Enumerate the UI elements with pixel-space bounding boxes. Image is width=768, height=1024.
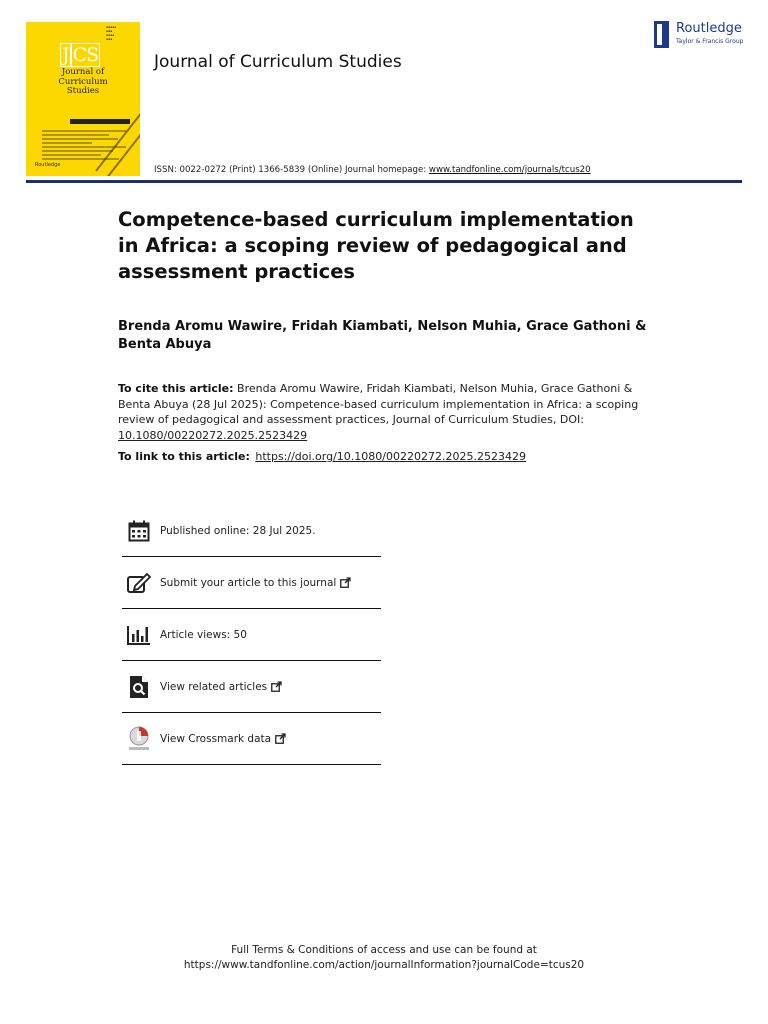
publisher-subtitle: Taylor & Francis Group — [676, 38, 744, 45]
crossmark-row[interactable] — [122, 713, 381, 765]
journal-name[interactable]: Journal of Curriculum Studies — [154, 52, 402, 72]
routledge-logo-icon — [654, 21, 669, 48]
terms-url[interactable]: https://www.tandfonline.com/action/journalInformation?journalCode=tcus20 — [183, 959, 585, 971]
terms-footer — [0, 943, 768, 973]
article-views-label: Article views: 50 — [160, 628, 247, 641]
crossmark-icon — [127, 727, 151, 751]
cover-title: Journal of Curriculum Studies — [58, 67, 108, 96]
article-info-box — [122, 506, 381, 765]
publisher-name: Routledge — [676, 21, 742, 36]
crossmark-label: View Crossmark data — [160, 732, 272, 745]
journal-homepage-link[interactable]: www.tandfonline.com/journals/tcus20 — [428, 165, 591, 175]
article-doi-url[interactable]: https://doi.org/10.1080/00220272.2025.2523429 — [255, 450, 526, 463]
submit-article-row[interactable] — [122, 557, 381, 609]
link-label: To link to this article: — [118, 450, 250, 463]
bar-chart-icon — [127, 623, 151, 647]
cover-meta-lines: ▪▪▪▪▪ ▪▪▪ ▪▪▪▪ ▪▪▪ — [106, 25, 117, 41]
calendar-icon — [127, 519, 151, 543]
terms-line: Full Terms & Conditions of access and use can be found at — [231, 944, 537, 956]
header-rule — [26, 180, 742, 183]
external-link-icon — [340, 573, 351, 592]
cover-logo: J CS — [62, 44, 99, 66]
issn-line — [154, 165, 591, 175]
article-views-row — [122, 609, 381, 661]
published-online-label: Published online: 28 Jul 2025. — [160, 525, 316, 537]
external-link-icon — [275, 729, 286, 748]
issn-text: ISSN: 0022-0272 (Print) 1366-5839 (Online) Journal homepage: — [154, 165, 429, 175]
search-document-icon — [127, 675, 151, 699]
citation-text: Brenda Aromu Wawire, Fridah Kiambati, Nelson Muhia, Grace Gathoni & Benta Abuya (28 Jul 2025): Competence-based curriculum implementation in Africa: a scoping review of pedagogical and assessment practices, Journal of Curriculum Studies, DOI: — [118, 382, 639, 426]
journal-cover — [26, 22, 140, 176]
doi-link[interactable]: 10.1080/00220272.2025.2523429 — [118, 428, 308, 442]
edit-icon — [127, 571, 151, 595]
external-link-icon — [271, 677, 282, 696]
related-articles-row[interactable] — [122, 661, 381, 713]
submit-article-label: Submit your article to this journal — [160, 576, 337, 589]
article-link-line — [118, 449, 648, 464]
cover-band — [70, 119, 130, 124]
published-online-row — [122, 506, 381, 557]
related-articles-label: View related articles — [160, 680, 268, 693]
publisher-logo[interactable] — [651, 21, 751, 51]
article-authors: Brenda Aromu Wawire, Fridah Kiambati, Nelson Muhia, Grace Gathoni & Benta Abuya — [118, 319, 647, 352]
cover-publisher: Routledge — [35, 162, 61, 168]
citation-label: To cite this article: — [118, 382, 234, 395]
citation-block — [118, 381, 643, 443]
article-title: Competence-based curriculum implementation in Africa: a scoping review of pedagogical and assessment practices — [118, 208, 634, 283]
